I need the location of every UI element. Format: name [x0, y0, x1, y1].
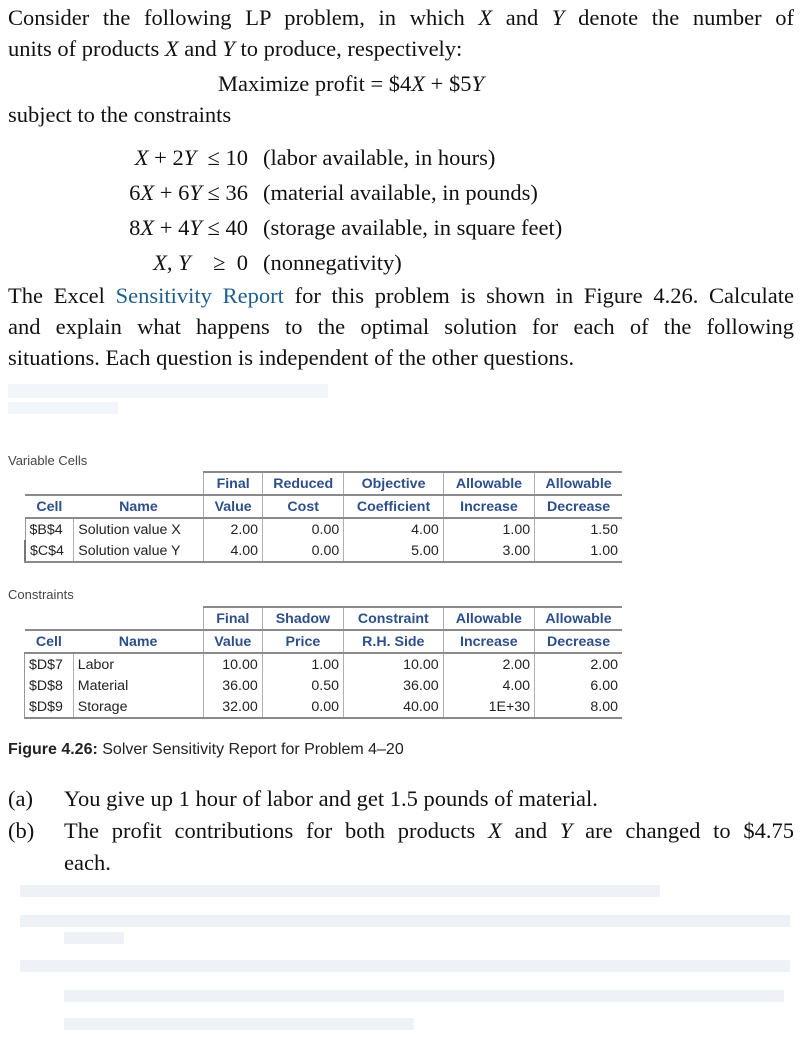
intro-line-1: Consider the following LP problem, in which X and Y denote the number of: [8, 5, 795, 30]
col-rh-side: R.H. Side: [344, 630, 444, 653]
faded-bleed-6: [20, 960, 790, 972]
question-a-letter: (a): [8, 786, 33, 811]
constraint-desc-labor: (labor available, in hours): [263, 145, 496, 170]
variable-cells-header-bottom: [25, 495, 622, 518]
question-b-text-1: The profit contributions for both products X and Y are changed to $4.75: [64, 818, 794, 843]
faded-bleed-1: [8, 384, 328, 398]
col-price: Price: [262, 630, 343, 653]
col-allowable-dec: Allowable: [535, 607, 622, 630]
question-b-text-2: each.: [64, 850, 111, 875]
constraint-desc-nonneg: (nonnegativity): [263, 250, 402, 275]
col-reduced: Reduced: [263, 472, 344, 495]
constraints-title: Constraints: [8, 587, 74, 602]
col-allowable-dec: Allowable: [535, 472, 622, 495]
col-coefficient: Coefficient: [344, 495, 444, 518]
table-row: $B$4 Solution value X 2.00 0.00 4.00 1.00 1.50: [25, 518, 622, 540]
constraints-table: [24, 606, 622, 719]
faded-bleed-3: [20, 885, 660, 897]
body-line-2: and explain what happens to the optimal solution for each of the following: [8, 314, 794, 339]
col-objective: Objective: [344, 472, 444, 495]
constraints-list: [0, 142, 801, 282]
constraints-header-bottom: [25, 630, 623, 653]
faded-bleed-4: [20, 915, 790, 927]
objective-function: Maximize profit = $4X + $5Y: [218, 71, 484, 96]
constraint-expr-labor: X + 2Y ≤ 10: [134, 145, 248, 170]
col-name: Name: [74, 495, 204, 518]
col-allowable-inc: Allowable: [443, 472, 534, 495]
faded-bleed-7: [64, 990, 784, 1002]
col-increase: Increase: [443, 630, 534, 653]
constraint-expr-material: 6X + 6Y ≤ 36: [129, 180, 248, 205]
col-value: Value: [203, 630, 262, 653]
col-cost: Cost: [263, 495, 344, 518]
col-value: Value: [204, 495, 263, 518]
table-row: $C$4 Solution value Y 4.00 0.00 5.00 3.00 1.00: [25, 540, 622, 562]
col-increase: Increase: [443, 495, 534, 518]
intro-line-2: units of products X and Y to produce, respectively:: [8, 36, 463, 61]
variable-cells-title: Variable Cells: [8, 453, 88, 468]
table-row: $D$9 Storage 32.00 0.00 40.00 1E+30 8.00: [25, 696, 623, 718]
subject-to-label: subject to the constraints: [8, 102, 232, 127]
col-decrease: Decrease: [546, 633, 611, 650]
faded-bleed-2: [8, 402, 118, 414]
constraint-desc-storage: (storage available, in square feet): [263, 215, 563, 240]
constraint-desc-material: (material available, in pounds): [263, 180, 538, 205]
constraints-header-top: [25, 607, 623, 630]
body-line-3: situations. Each question is independent of the other questions.: [8, 345, 575, 370]
sensitivity-report-link[interactable]: Sensitivity Report: [115, 283, 284, 308]
faded-bleed-8: [64, 1018, 414, 1030]
col-final: Final: [203, 607, 262, 630]
body-line-1: The Excel Sensitivity Report for this problem is shown in Figure 4.26. Calculate: [8, 283, 794, 308]
col-allowable-inc: Allowable: [443, 607, 534, 630]
table-row: $D$8 Material 36.00 0.50 36.00 4.00 6.00: [25, 675, 623, 696]
figure-caption: Figure 4.26: Solver Sensitivity Report for Problem 4–20: [8, 741, 404, 758]
variable-cells-header-top: [25, 472, 622, 495]
variable-cells-table: [24, 471, 622, 563]
constraint-expr-storage: 8X + 4Y ≤ 40: [129, 215, 248, 240]
faded-bleed-5: [64, 932, 124, 944]
col-cell: Cell: [35, 633, 62, 650]
constraint-expr-nonneg: X, Y ≥ 0: [153, 250, 248, 275]
col-decrease: Decrease: [547, 498, 611, 515]
col-constraint: Constraint: [344, 607, 444, 630]
col-shadow: Shadow: [262, 607, 343, 630]
col-cell: Cell: [36, 498, 63, 515]
col-name: Name: [73, 630, 203, 653]
table-row: $D$7 Labor 10.00 1.00 10.00 2.00 2.00: [25, 653, 623, 675]
col-final: Final: [204, 472, 263, 495]
question-a-text: You give up 1 hour of labor and get 1.5 pounds of material.: [64, 786, 598, 811]
question-b-letter: (b): [8, 818, 35, 843]
